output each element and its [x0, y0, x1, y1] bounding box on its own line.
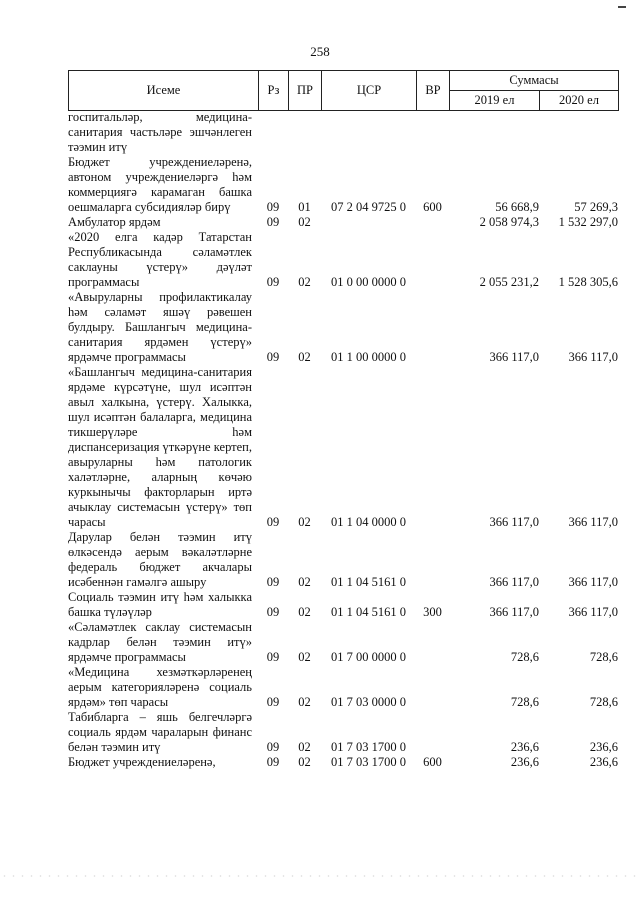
- cell-vr: [416, 665, 449, 710]
- table-row: [68, 155, 618, 215]
- cell-pr: 02: [298, 650, 311, 664]
- cell-y2020: 366 117,0: [568, 350, 618, 364]
- table-row: [68, 620, 618, 665]
- cell-y2019: 366 117,0: [489, 605, 539, 619]
- header-csr: ЦСР: [322, 71, 417, 111]
- cell-csr: [321, 110, 416, 155]
- cell-csr: 01 0 00 0000 0: [331, 275, 406, 289]
- cell-y2020: 728,6: [589, 695, 618, 709]
- cell-vr: [416, 530, 449, 590]
- cell-rz: 09: [266, 650, 280, 664]
- cell-y2019: 2 055 231,2: [479, 275, 539, 289]
- page-number: 258: [310, 44, 330, 59]
- table-header: [68, 70, 619, 111]
- cell-y2020: 236,6: [589, 740, 618, 754]
- cell-csr: 07 2 04 9725 0: [331, 200, 406, 214]
- cell-y2020: 366 117,0: [568, 605, 618, 619]
- cell-pr: 02: [298, 515, 311, 529]
- table-row: [68, 710, 618, 755]
- cell-y2019: 728,6: [510, 650, 539, 664]
- cell-csr: [321, 215, 416, 230]
- cell-pr: 02: [298, 695, 311, 709]
- cell-pr: 02: [298, 215, 311, 229]
- cell-name: «2020 елга кадәр Татарстан Республикасында сәламәтлек саклауны үстерү» дәүләт программасы: [68, 230, 252, 289]
- cell-y2019: 56 668,9: [495, 200, 539, 214]
- cell-pr: 02: [298, 755, 311, 769]
- cell-name: Дарулар белән тәэмин итү өлкәсендә аерым вәкаләтләрне федераль бюджет акчалары исәбеннән гамәлгә ашыру: [68, 530, 252, 589]
- cell-name: «Авыруларны профилактикалау һәм сәламәт яшәү рәвешен булдыру. Башлангыч медицина-санитария ярдәмен үстерү» ярдәмче программасы: [68, 290, 252, 364]
- cell-pr: 02: [298, 575, 311, 589]
- cell-pr: 01: [298, 200, 311, 214]
- cell-rz: 09: [266, 695, 280, 709]
- cell-name: «Башлангыч медицина-санитария ярдәме күрсәтүне, шул исәптән авыл халкына, үстерү. Халыкка, шул исәптән балаларга, медицина тикшерүләре һәм диспансеризация үткәрүне кертеп, авыруларны һәм патологик халәтләрне, аларның көчәю куркынычы факторларын иртә ачыклау системасын үстерү» төп чарасы: [68, 365, 252, 529]
- cell-y2019: [449, 110, 539, 155]
- cell-rz: 09: [266, 215, 280, 229]
- cell-y2019: 366 117,0: [489, 515, 539, 529]
- cell-y2019: 366 117,0: [489, 350, 539, 364]
- header-vr: ВР: [417, 71, 450, 111]
- cell-y2019: 728,6: [510, 695, 539, 709]
- cell-vr: [416, 290, 449, 365]
- cell-csr: 01 1 00 0000 0: [331, 350, 406, 364]
- table-row: [68, 530, 618, 590]
- cell-csr: 01 1 04 5161 0: [331, 605, 406, 619]
- scan-mark: [618, 6, 626, 8]
- cell-vr: [416, 365, 449, 530]
- table-row: [68, 110, 618, 155]
- cell-y2019: 236,6: [510, 740, 539, 754]
- cell-vr: 300: [423, 605, 442, 619]
- cell-rz: 09: [266, 275, 280, 289]
- cell-y2019: 236,6: [510, 755, 539, 769]
- header-pr: ПР: [289, 71, 322, 111]
- cell-pr: 02: [298, 605, 311, 619]
- cell-y2019: 366 117,0: [489, 575, 539, 589]
- cell-y2020: [539, 110, 618, 155]
- cell-rz: 09: [266, 605, 280, 619]
- cell-y2020: 1 532 297,0: [558, 215, 618, 229]
- table-row: [68, 755, 618, 770]
- cell-y2020: 236,6: [589, 755, 618, 769]
- cell-y2020: 366 117,0: [568, 575, 618, 589]
- cell-csr: 01 7 03 0000 0: [331, 695, 406, 709]
- cell-name: госпитальләр, медицина-санитария частьләре эшчәнлеген тәэмин итү: [68, 110, 252, 154]
- cell-csr: 01 1 04 5161 0: [331, 575, 406, 589]
- cell-pr: 02: [298, 350, 311, 364]
- cell-name: «Сәламәтлек саклау системасын кадрлар белән тәэмин итү» ярдәмче программасы: [68, 620, 252, 664]
- cell-rz: 09: [266, 755, 280, 769]
- cell-name: Амбулатор ярдәм: [68, 215, 161, 229]
- cell-vr: [416, 230, 449, 290]
- cell-pr: [288, 110, 321, 155]
- cell-y2019: 2 058 974,3: [479, 215, 539, 229]
- cell-name: Социаль тәэмин итү һәм халыкка башка түләүләр: [68, 590, 252, 619]
- cell-y2020: 366 117,0: [568, 515, 618, 529]
- header-name: Исеме: [69, 71, 259, 111]
- cell-name: Бюджет учреждениеләренә, автоном учреждениеләргә һәм коммерциягә карамаган башка оешмаларга субсидияләр бирү: [68, 155, 252, 214]
- cell-y2020: 1 528 305,6: [558, 275, 618, 289]
- cell-pr: 02: [298, 275, 311, 289]
- cell-name: «Медицина хезмәткәрләренең аерым категорияләренә социаль ярдәм» төп чарасы: [68, 665, 252, 709]
- table-row: [68, 590, 618, 620]
- cell-rz: 09: [266, 200, 280, 214]
- table-row: [68, 230, 618, 290]
- table-row: [68, 665, 618, 710]
- scan-noise: [0, 874, 640, 878]
- cell-vr: [416, 710, 449, 755]
- cell-name: Бюджет учреждениеләренә,: [68, 755, 216, 769]
- cell-csr: 01 7 00 0000 0: [331, 650, 406, 664]
- budget-table-body: [68, 110, 618, 770]
- table-row: [68, 215, 618, 230]
- cell-csr: 01 7 03 1700 0: [331, 740, 406, 754]
- table-row: [68, 365, 618, 530]
- cell-csr: 01 7 03 1700 0: [331, 755, 406, 769]
- cell-y2020: 57 269,3: [574, 200, 618, 214]
- header-year-2019: 2019 ел: [450, 91, 540, 111]
- cell-rz: 09: [266, 575, 280, 589]
- cell-pr: 02: [298, 740, 311, 754]
- header-year-2020: 2020 ел: [540, 91, 619, 111]
- header-sums: Суммасы: [450, 71, 619, 91]
- cell-vr: [416, 215, 449, 230]
- cell-rz: [258, 110, 288, 155]
- cell-rz: 09: [266, 740, 280, 754]
- cell-vr: [416, 620, 449, 665]
- header-rz: Рз: [259, 71, 289, 111]
- cell-name: Табибларга – яшь белгечләргә социаль ярдәм чараларын финанс белән тәэмин итү: [68, 710, 252, 754]
- cell-rz: 09: [266, 350, 280, 364]
- cell-vr: 600: [423, 200, 442, 214]
- cell-csr: 01 1 04 0000 0: [331, 515, 406, 529]
- cell-y2020: 728,6: [589, 650, 618, 664]
- cell-vr: 600: [423, 755, 442, 769]
- cell-rz: 09: [266, 515, 280, 529]
- table-row: [68, 290, 618, 365]
- cell-vr: [416, 110, 449, 155]
